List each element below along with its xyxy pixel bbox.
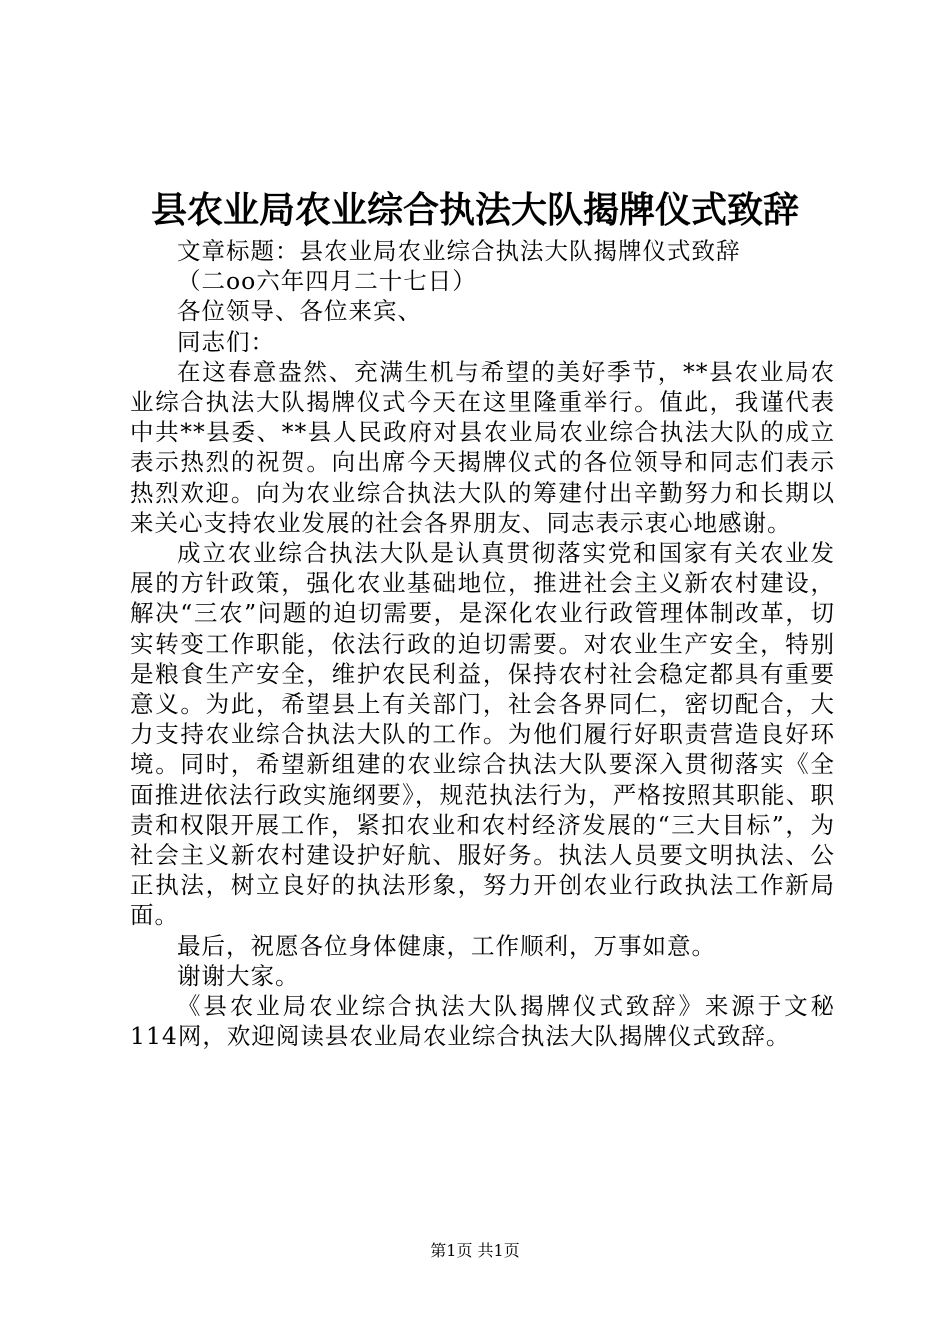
date-line: （二oo六年四月二十七日） bbox=[177, 267, 477, 296]
document-title: 县农业局农业综合执法大队揭牌仪式致辞 bbox=[150, 189, 799, 231]
paragraph-closing-wish: 最后，祝愿各位身体健康，工作顺利，万事如意。 bbox=[177, 931, 716, 960]
document-body bbox=[130, 236, 835, 1051]
paragraph-thanks: 谢谢大家。 bbox=[177, 961, 300, 990]
salutation-line-1: 各位领导、各位来宾、 bbox=[177, 297, 422, 326]
paragraph-source-note: 《县农业局农业综合执法大队揭牌仪式致辞》来源于文秘114网，欢迎阅读县农业局农业综合执法大队揭牌仪式致辞。 bbox=[130, 992, 835, 1051]
paragraph-opening: 在这春意盎然、充满生机与希望的美好季节，**县农业局农业综合执法大队揭牌仪式今天在这里隆重举行。值此，我谨代表中共**县委、**县人民政府对县农业局农业综合执法大队的成立表示热烈的祝贺。向出席今天揭牌仪式的各位领导和同志们表示热烈欢迎。向为农业综合执法大队的筹建付出辛勤努力和长期以来关心支持农业发展的社会各界朋友、同志表示衷心地感谢。 bbox=[130, 357, 835, 537]
page-number-footer: 第1页 共1页 bbox=[430, 1241, 520, 1260]
article-title-line: 文章标题：县农业局农业综合执法大队揭牌仪式致辞 bbox=[177, 237, 741, 265]
salutation-line-2: 同志们： bbox=[177, 327, 275, 356]
paragraph-main: 成立农业综合执法大队是认真贯彻落实党和国家有关农业发展的方针政策，强化农业基础地位，推进社会主义新农村建设，解决“三农”问题的迫切需要，是深化农业行政管理体制改革，切实转变工作职能，依法行政的迫切需要。对农业生产安全，特别是粮食生产安全，维护农民利益，保持农村社会稳定都具有重要意义。为此，希望县上有关部门，社会各界同仁，密切配合，大力支持农业综合执法大队的工作。为他们履行好职责营造良好环境。同时，希望新组建的农业综合执法大队要深入贯彻落实《全面推进依法行政实施纲要》，规范执法行为，严格按照其职能、职责和权限开展工作，紧扣农业和农村经济发展的“三大目标”，为社会主义新农村建设护好航、服好务。执法人员要文明执法、公正执法，树立良好的执法形象，努力开创农业行政执法工作新局面。 bbox=[130, 539, 835, 930]
